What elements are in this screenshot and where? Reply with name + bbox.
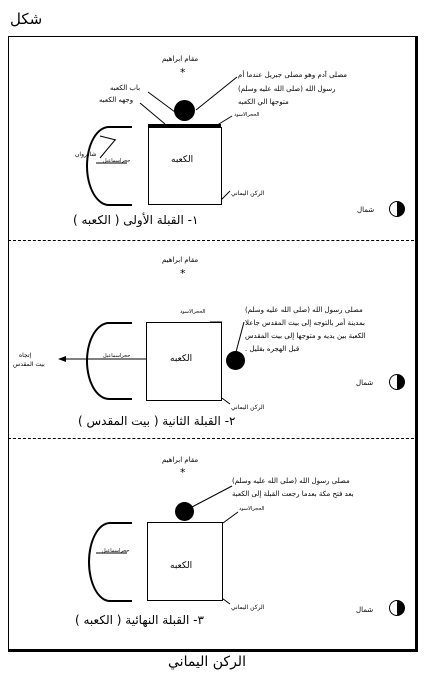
rukn-label: الركن اليماني xyxy=(231,604,265,611)
kaaba-label: الكعبه xyxy=(171,155,194,165)
north-compass-icon xyxy=(389,374,405,390)
direction-label: إتجاه xyxy=(19,352,32,359)
rukn-label: الركن اليماني xyxy=(231,404,265,411)
maqam-star: * xyxy=(180,66,186,79)
hajar-aswad-label: الحجرالاسود xyxy=(234,112,260,118)
north-label: شمال xyxy=(356,379,374,387)
kaaba-square xyxy=(148,127,222,205)
bab-label: باب الكعبه xyxy=(110,84,141,92)
panel-heading: ٢- القبلة الثانية ( بيت المقدس ) xyxy=(78,414,236,428)
direction-label: بيت المقدس xyxy=(13,361,45,368)
note-line: متوجها الي الكعبه xyxy=(238,98,289,106)
note-line: مصلى رسول الله (صلى الله عليه وسلم) xyxy=(232,477,350,485)
hijr-label: حجراسماعيل xyxy=(102,548,130,554)
hijr-label: حجراسماعيل xyxy=(103,158,131,164)
note-line: مصلى رسول الله (صلى الله عليه وسلم) xyxy=(245,306,363,314)
note-line: بعد فتح مكة بعدما رجعت القبلة إلى الكعبة xyxy=(232,490,354,498)
hijr-arc xyxy=(86,322,132,400)
note-line: رسول الله (صلى الله عليه وسلم) xyxy=(238,85,336,93)
rukn-label: الركن اليماني xyxy=(231,190,265,197)
panel-heading: ١- القبلة الأولى ( الكعبه ) xyxy=(73,213,199,227)
kaaba-label: الكعبه xyxy=(170,354,193,364)
maqam-star: * xyxy=(180,466,186,479)
wajh-label: وجهه الكعبه xyxy=(99,96,134,104)
north-compass-icon xyxy=(389,600,405,616)
prayer-position-dot xyxy=(175,502,194,521)
note-line: قبل الهجره بقليل . xyxy=(245,345,300,353)
note-line: الكعبة بين يديه و متوجها إلى بيت المقدس xyxy=(245,332,366,340)
maqam-label: مقام ابراهيم xyxy=(162,55,199,63)
hijr-arc xyxy=(86,126,132,206)
panel-separator xyxy=(8,240,414,241)
hajar-aswad-label: الحجرالاسود xyxy=(239,506,265,512)
north-label: شمال xyxy=(357,206,375,214)
north-label: شمال xyxy=(356,606,374,614)
note-line: بمدينة أمر بالتوجه إلى بيت المقدس جاعلا xyxy=(245,319,365,327)
maqam-star: * xyxy=(180,267,186,280)
prayer-position-dot xyxy=(174,100,195,121)
note-line: مصلى آدم وهو مصلى جبريل عندما أم xyxy=(238,71,348,79)
prayer-position-dot xyxy=(226,351,245,370)
hijr-arc xyxy=(88,522,132,602)
hajar-aswad-label: الحجرالاسود xyxy=(180,309,206,315)
north-compass-icon xyxy=(389,201,405,217)
figure-caption: الركن اليماني xyxy=(168,654,246,670)
figure-title: شكل xyxy=(10,10,43,28)
kaaba-label: الكعبه xyxy=(170,561,193,571)
maqam-label: مقام ابراهيم xyxy=(162,256,199,264)
shadhrawan-label: شاذروان xyxy=(75,151,97,158)
panel-separator xyxy=(8,438,414,439)
panel-heading: ٣- القبلة النهائية ( الكعبه ) xyxy=(75,613,204,627)
hijr-label: حجراسماعيل xyxy=(103,353,131,359)
maqam-label: مقام ابراهيم xyxy=(162,456,199,464)
